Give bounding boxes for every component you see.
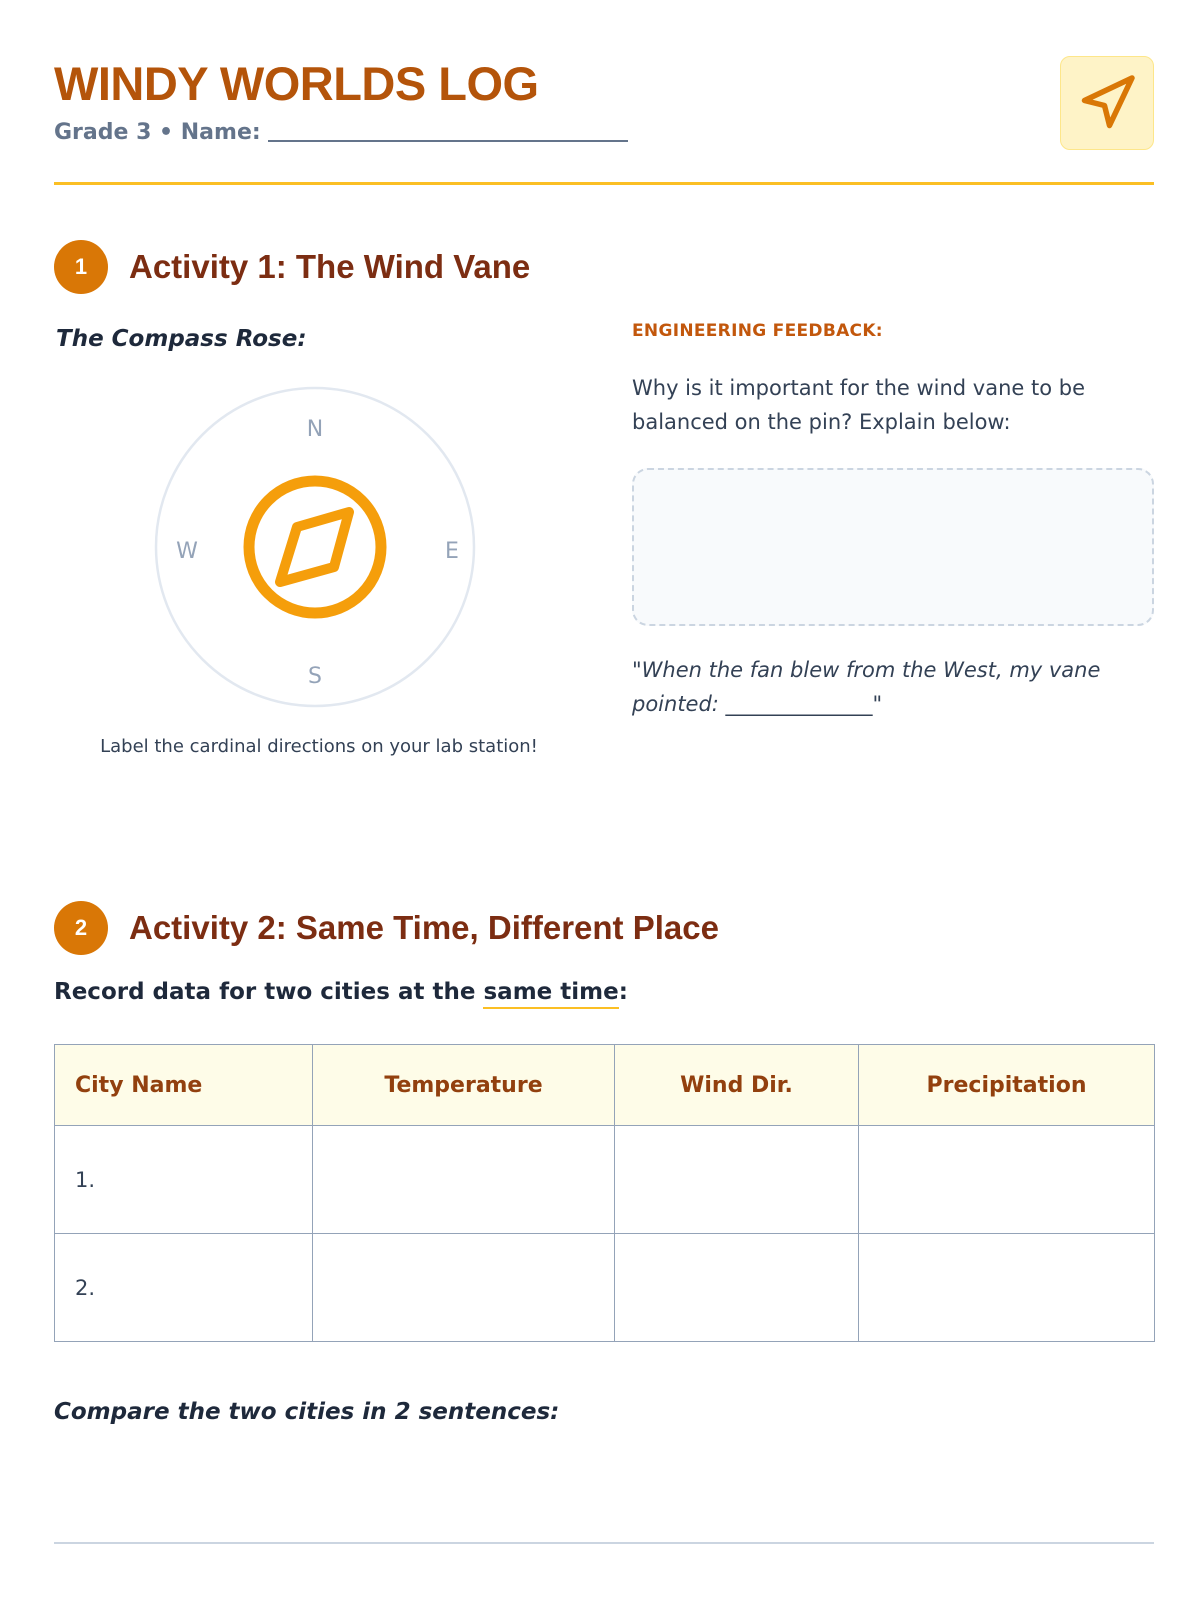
compass-rose-label: The Compass Rose:	[56, 326, 307, 352]
city-cell[interactable]: 1.	[55, 1126, 313, 1234]
activity-1-title: Activity 1: The Wind Vane	[129, 248, 531, 285]
column-header-wind-dir: Wind Dir.	[615, 1045, 859, 1126]
precipitation-cell[interactable]	[859, 1126, 1155, 1234]
engineering-feedback-label: ENGINEERING FEEDBACK:	[632, 321, 883, 341]
wind-dir-cell[interactable]	[615, 1234, 859, 1342]
vane-observation-prompt: "When the fan blew from the West, my vane pointed: ______________"	[632, 658, 1101, 716]
header-divider	[54, 182, 1154, 185]
record-instruction	[54, 979, 628, 1005]
grade-name-line	[54, 118, 628, 148]
compass-caption: Label the cardinal directions on your lab station!	[100, 736, 538, 757]
compass-south: S	[308, 664, 322, 689]
navigation-arrow-icon	[1077, 73, 1137, 133]
wind-dir-cell[interactable]	[615, 1126, 859, 1234]
precipitation-cell[interactable]	[859, 1234, 1155, 1342]
compass-rose	[154, 386, 476, 708]
compass-west: W	[176, 539, 198, 564]
record-instruction-suffix: :	[618, 979, 628, 1005]
activity-1-badge: 1	[54, 240, 108, 294]
compass-east: E	[445, 539, 459, 564]
city-data-table	[54, 1044, 1155, 1342]
column-header-precipitation: Precipitation	[859, 1045, 1155, 1126]
table-row	[55, 1126, 1155, 1234]
table-row	[55, 1234, 1155, 1342]
compare-prompt: Compare the two cities in 2 sentences:	[54, 1399, 560, 1425]
explanation-answer-box[interactable]	[632, 468, 1154, 626]
answer-line[interactable]	[54, 1542, 1154, 1544]
table-header-row	[55, 1045, 1155, 1126]
activity-2-title: Activity 2: Same Time, Different Place	[129, 909, 719, 946]
temperature-cell[interactable]	[313, 1234, 615, 1342]
record-instruction-text: Record data for two cities at the	[54, 979, 476, 1005]
record-instruction-highlight: same time	[483, 979, 618, 1009]
page-title: WINDY WORLDS LOG	[54, 57, 539, 110]
activity-2-badge: 2	[54, 901, 108, 955]
city-cell[interactable]: 2.	[55, 1234, 313, 1342]
column-header-temperature: Temperature	[313, 1045, 615, 1126]
engineering-question: Why is it important for the wind vane to be balanced on the pin? Explain below:	[632, 376, 1086, 434]
compass-north: N	[306, 417, 324, 442]
name-field[interactable]	[268, 120, 628, 142]
subtitle-text: Grade 3 • Name:	[54, 120, 261, 145]
logo-badge	[1060, 56, 1154, 150]
temperature-cell[interactable]	[313, 1126, 615, 1234]
column-header-city: City Name	[55, 1045, 313, 1126]
